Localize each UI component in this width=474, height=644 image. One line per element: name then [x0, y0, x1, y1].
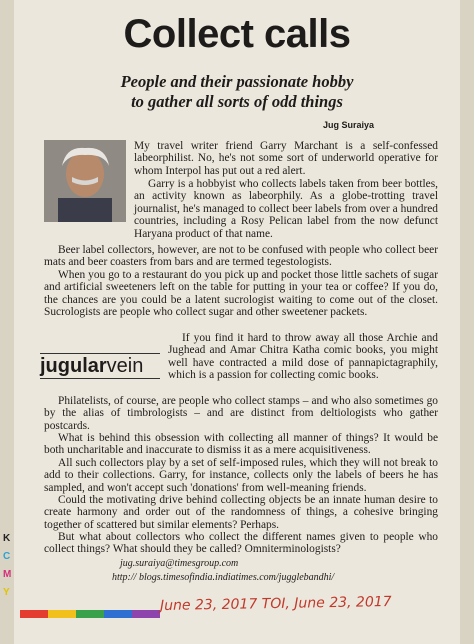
paragraph-3: Beer label collectors, however, are not to be confused with people who collect beer mats and beer coasters from bars and are termed tegestologists. [44, 244, 438, 269]
column-logo-bold: jugular [40, 355, 107, 377]
deck-line-2: to gather all sorts of odd things [131, 92, 343, 111]
blog-url: http:// blogs.timesofindia.indiatimes.com/jugglebandhi/ [112, 572, 335, 583]
paragraph-7: What is behind this obsession with collecting all manner of things? It would be both uncharitable and inaccurate to dismiss it as a mere acquisitiveness. [44, 432, 438, 457]
column-logo-light: vein [106, 355, 144, 377]
registration-marks [3, 530, 11, 602]
paragraph-10: But what about collectors who collect the different names given to people who collect things? What should they be called? Omniterminologists? [44, 531, 438, 556]
mark-y: Y [3, 587, 10, 598]
paragraph-2: Garry is a hobbyist who collects labels taken from beer bottles, an activity known as labeorphily. As a globe-trotting travel journalist, he's managed to collect beer labels from over a hundred countries, including a Rosy Pelican label from the now defunct Haryana product of that name. [134, 178, 438, 240]
color-bar [20, 608, 160, 620]
paragraph-5: If you find it hard to throw away all those Archie and Jughead and Amar Chitra Katha comic books, you might well have contracted a mild dose of pannapictagraphily, which is a passion for collecting comic books. [168, 332, 438, 382]
headline: Collect calls [123, 12, 351, 56]
deck [0, 72, 474, 112]
handwritten-date-note: June 23, 2017 TOI, June 23, 2017 [159, 593, 392, 615]
paragraph-4: When you go to a restaurant do you pick up and pocket those little sachets of sugar and artificial sweeteners left on the table for putting in your tea or coffee? If you do, the chances are you could be a latent sucrologist waiting to come out of the closet. Sucrologists are people who collect sugar and other sweetener packets. [44, 269, 438, 319]
paragraph-2-top [134, 178, 438, 240]
column-logo [40, 353, 160, 379]
author-photo [44, 140, 126, 222]
mark-k: K [3, 533, 11, 544]
author-email: jug.suraiya@timesgroup.com [120, 558, 239, 569]
deck-line-1: People and their passionate hobby [120, 72, 354, 91]
mark-m: M [3, 569, 12, 580]
paragraph-1: My travel writer friend Garry Marchant is a self-confessed labeorphilist. No, he's not some sort of underworld operative for whom Interpol has put out a red alert. [134, 140, 438, 177]
paragraph-9: Could the motivating drive behind collecting objects be an innate human desire to create harmony and order out of the randomness of things, a cohesive bringing together of scattered but similar elements? Perhaps. [44, 494, 438, 531]
byline: Jug Suraiya [322, 120, 374, 130]
mark-c: C [3, 551, 11, 562]
paragraph-6: Philatelists, of course, are people who collect stamps – and who also sometimes go by the alias of timbrologists – and are distinct from deltiologists who gather postcards. [44, 395, 438, 432]
paragraph-8: All such collectors play by a set of self-imposed rules, which they will not break to add to their collections. Garry, for instance, collects only the labels of beers he has sampled, and won't accept such 'donations' from well-meaning friends. [44, 457, 438, 494]
